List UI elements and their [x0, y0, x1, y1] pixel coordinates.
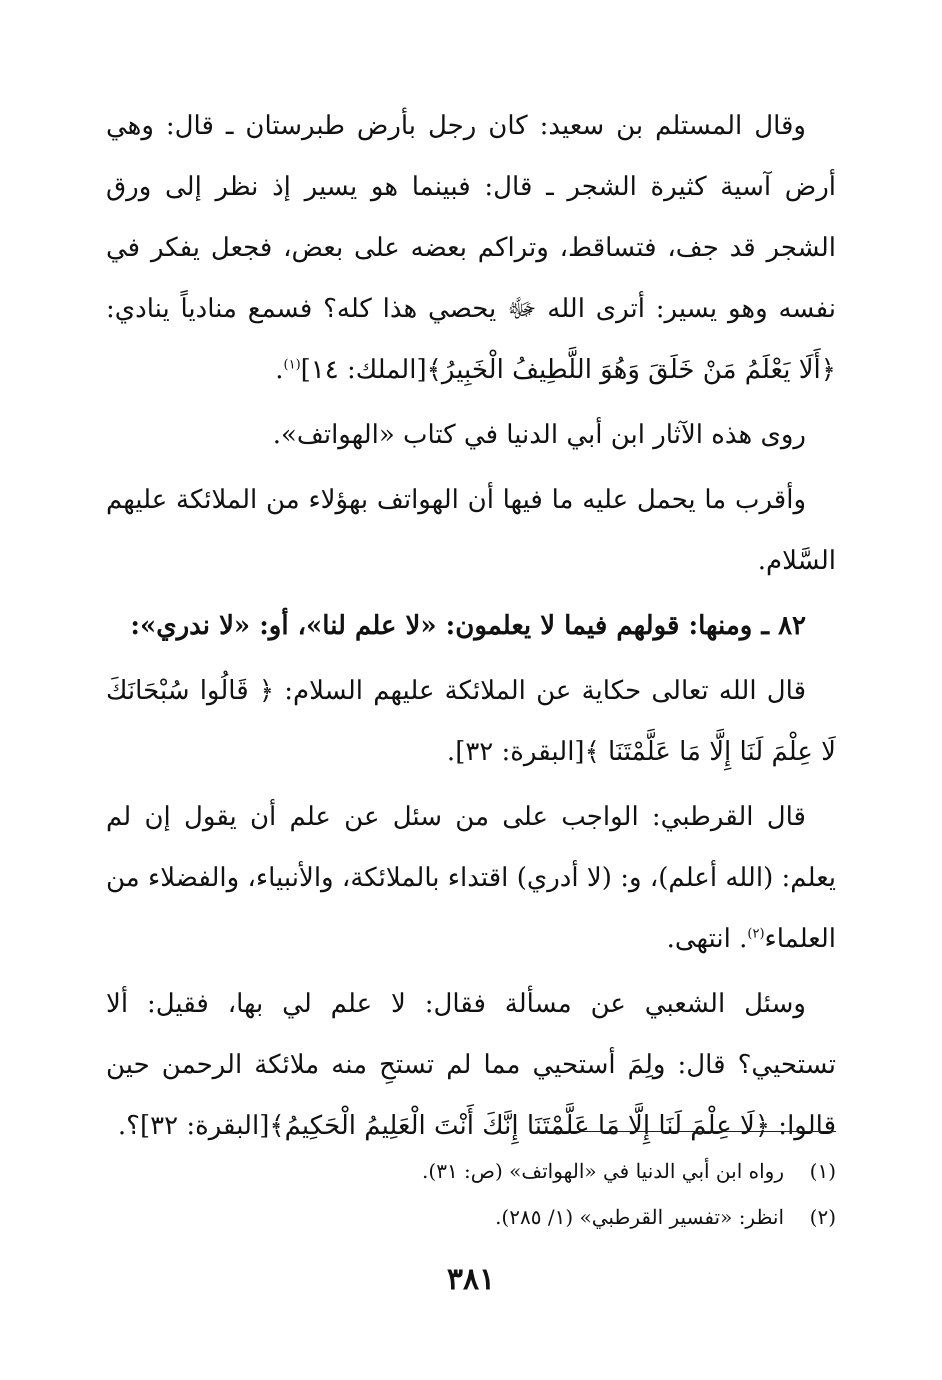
paragraph-shabi — [106, 974, 836, 1157]
footnote-number: (٢) — [809, 1205, 836, 1229]
paragraph-angels — [106, 470, 836, 592]
paragraph-text: وسئل الشعبي عن مسألة فقال: لا علم لي بها، فقيل: ألا تستحيي؟ قال: ولِمَ أستحيي مما لم تستحِ منه ملائكة الرحمن حين قالوا: — [106, 989, 836, 1141]
quran-verse: ﴿لَا عِلْمَ لَنَا إِلَّا مَا عَلَّمْتَنَا إِنَّكَ أَنْتَ الْعَلِيمُ الْحَكِيمُ﴾ — [269, 1111, 771, 1141]
paragraph-text: وأقرب ما يحمل عليه ما فيها أن الهواتف بهؤلاء من الملائكة عليهم السَّلام. — [106, 485, 836, 576]
paragraph-tabaristan — [106, 96, 836, 401]
paragraph-end: . — [275, 355, 284, 385]
section-heading — [106, 596, 836, 657]
heading-text: ٨٢ ـ ومنها: قولهم فيما لا يعلمون: «لا علم لنا»، أو: «لا ندري»: — [130, 611, 806, 641]
footnote-marker: (٢) — [747, 926, 765, 942]
quran-verse: ﴿ قَالُوا سُبْحَانَكَ لَا عِلْمَ لَنَا إِلَّا مَا عَلَّمْتَنَا ﴾ — [106, 676, 836, 767]
footnote-text: انظر: «تفسير القرطبي» (١/ ٢٨٥). — [495, 1205, 784, 1229]
paragraph-text: قال القرطبي: الواجب على من سئل عن علم أن يقول إن لم يعلم: (الله أعلم)، و: (لا أدري) اقتداء بالملائكة، والأنبياء، والفضلاء من العلماء — [106, 802, 836, 954]
paragraph-quran-angels — [106, 661, 836, 783]
paragraph-text: وقال المستلم بن سعيد: كان رجل بأرض طبرستان ـ قال: وهي أرض آسية كثيرة الشجر ـ قال: فبينما هو يسير إذ نظر إلى ورق الشجر قد جف، فتساقط، وتراكم بعضه على بعض، فجعل يفكر في نفسه وهو يسير: أترى الله ﷻ يحصي هذا كله؟ فسمع منادياً ينادي: — [106, 111, 836, 324]
footnote-marker: (١) — [283, 357, 301, 373]
quran-verse: ﴿أَلَا يَعْلَمُ مَنْ خَلَقَ وَهُوَ اللَّطِيفُ الْخَبِيرُ﴾ — [426, 355, 836, 385]
verse-reference: [البقرة: ٣٢] — [139, 1111, 270, 1141]
main-text — [106, 96, 836, 1157]
paragraph-end: . انتهى. — [666, 924, 748, 954]
footnotes — [106, 1148, 836, 1240]
paragraph-end: . — [446, 737, 456, 767]
page-number: ٣٨١ — [446, 1262, 496, 1297]
footnote-item — [106, 1148, 836, 1194]
footnote-number: (١) — [809, 1159, 836, 1183]
verse-reference: [البقرة: ٣٢] — [455, 737, 585, 767]
paragraph-text: روى هذه الآثار ابن أبي الدنيا في كتاب «الهواتف». — [272, 420, 806, 450]
footnote-item — [106, 1194, 836, 1240]
verse-reference: [الملك: ١٤] — [300, 355, 427, 385]
paragraph-narration — [106, 405, 836, 466]
paragraph-qurtubi — [106, 787, 836, 970]
footnote-text: رواه ابن أبي الدنيا في «الهواتف» (ص: ٣١). — [422, 1159, 784, 1183]
footnote-divider — [536, 1131, 836, 1132]
paragraph-text: قال الله تعالى حكاية عن الملائكة عليهم السلام: — [274, 676, 806, 706]
paragraph-end: ؟. — [117, 1111, 140, 1141]
